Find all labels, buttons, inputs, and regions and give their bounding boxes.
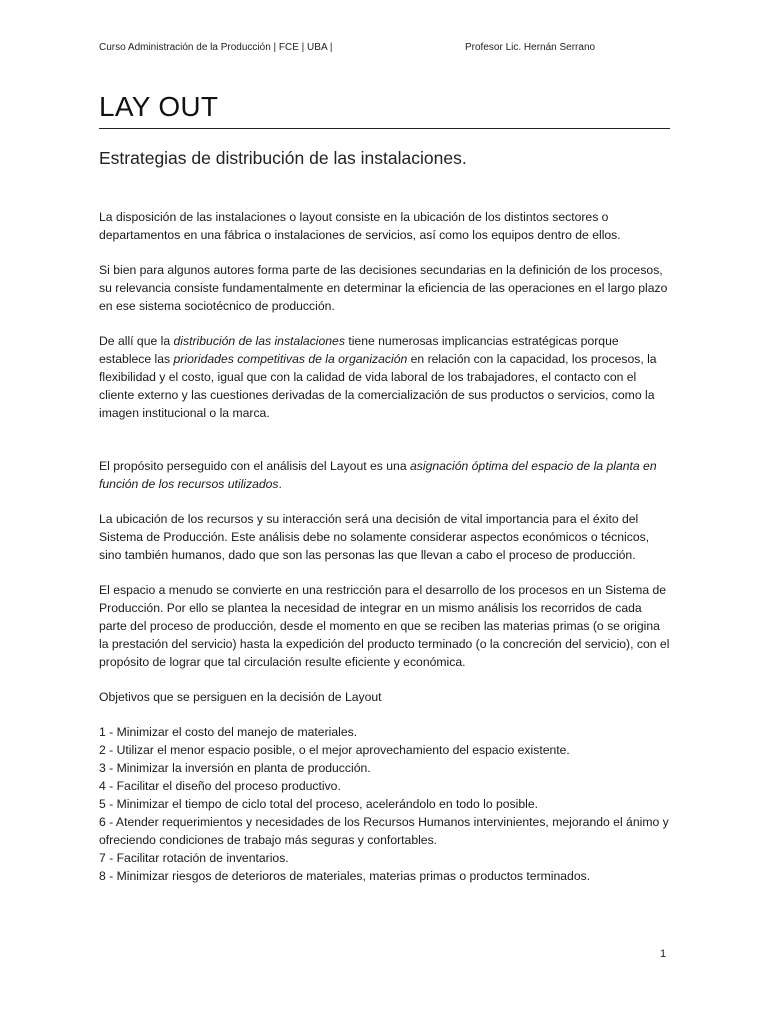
page-number: 1 (660, 948, 667, 960)
paragraph-3-emphasis-2: prioridades competitivas de la organización (173, 352, 408, 366)
list-item: 7 - Facilitar rotación de inventarios. (99, 851, 289, 865)
paragraph-3-text-a: De allí que la (99, 334, 174, 348)
paragraph-2: Si bien para algunos autores forma parte de las decisiones secundarias en la definición de los procesos, su relevancia consiste fundamentalmente en determinar la eficiencia de las operaciones en el largo plazo en ese sistema sociotécnico de producción. (99, 263, 668, 313)
paragraph-5: La ubicación de los recursos y su interacción será una decisión de vital importancia para el éxito del Sistema de Producción. Este análisis debe no solamente considerar aspectos económicos o técnicos, sino también humanos, dado que son las personas las que llevan a cabo el proceso de producción. (99, 512, 650, 562)
paragraph-4-text-a: El propósito perseguido con el análisis del Layout es una (99, 459, 410, 473)
list-item: 8 - Minimizar riesgos de deterioros de materiales, materias primas o productos terminados. (99, 869, 591, 883)
paragraph-3-emphasis-1: distribución de las instalaciones (173, 334, 345, 348)
paragraph-3 (99, 332, 671, 422)
list-item: 3 - Minimizar la inversión en planta de producción. (99, 761, 371, 775)
paragraph-4-text-c: . (278, 477, 282, 491)
paragraph-4-emphasis: asignación óptima del espacio de la planta en función de los recursos utilizados (99, 459, 657, 491)
paragraph-6: El espacio a menudo se convierte en una restricción para el desarrollo de los procesos en un Sistema de Producción. Por ello se plantea la necesidad de integrar en un mismo análisis los recorridos de cada parte del proceso de producción, desde el momento en que se reciben las materias primas (o se origina la prestación del servicio) hasta la expedición del producto terminado (o la concreción del servicio), con el propósito de lograr que tal circulación resulte eficiente y económica. (99, 583, 670, 669)
professor-label: Profesor Lic. Hernán Serrano (465, 42, 596, 53)
list-item: 5 - Minimizar el tiempo de ciclo total del proceso, acelerándolo en todo lo posible. (99, 797, 538, 811)
paragraph-3-text-e: en relación con la capacidad, los procesos, la flexibilidad y el costo, igual que con la calidad de vida laboral de los trabajadores, el contacto con el cliente externo y las cuestiones derivadas de la comercialización de sus productos o servicios, como la imagen institucional o la marca. (99, 352, 657, 420)
paragraph-3-text-c: tiene numerosas implicancias estratégicas porque establece las (99, 334, 619, 366)
list-item: 2 - Utilizar el menor espacio posible, o el mejor aprovechamiento del espacio existente. (99, 743, 570, 757)
list-item: 1 - Minimizar el costo del manejo de materiales. (99, 725, 358, 739)
page-subtitle: Estrategias de distribución de las instalaciones. (99, 148, 467, 168)
paragraph-1: La disposición de las instalaciones o layout consiste en la ubicación de los distintos sectores o departamentos en una fábrica o instalaciones de servicios, así como los equipos dentro de ellos. (99, 210, 621, 242)
paragraph-4 (99, 457, 671, 493)
page-title: LAY OUT (99, 90, 670, 129)
document-body (99, 208, 671, 885)
objectives-heading: Objetivos que se persiguen en la decisión de Layout (99, 690, 382, 704)
objectives-list (99, 723, 671, 885)
list-item: 4 - Facilitar el diseño del proceso productivo. (99, 779, 341, 793)
course-label: Curso Administración de la Producción | FCE | UBA | (99, 42, 333, 53)
list-item: 6 - Atender requerimientos y necesidades de los Recursos Humanos intervinientes, mejorando el ánimo y ofreciendo condiciones de trabajo más seguras y confortables. (99, 815, 669, 847)
